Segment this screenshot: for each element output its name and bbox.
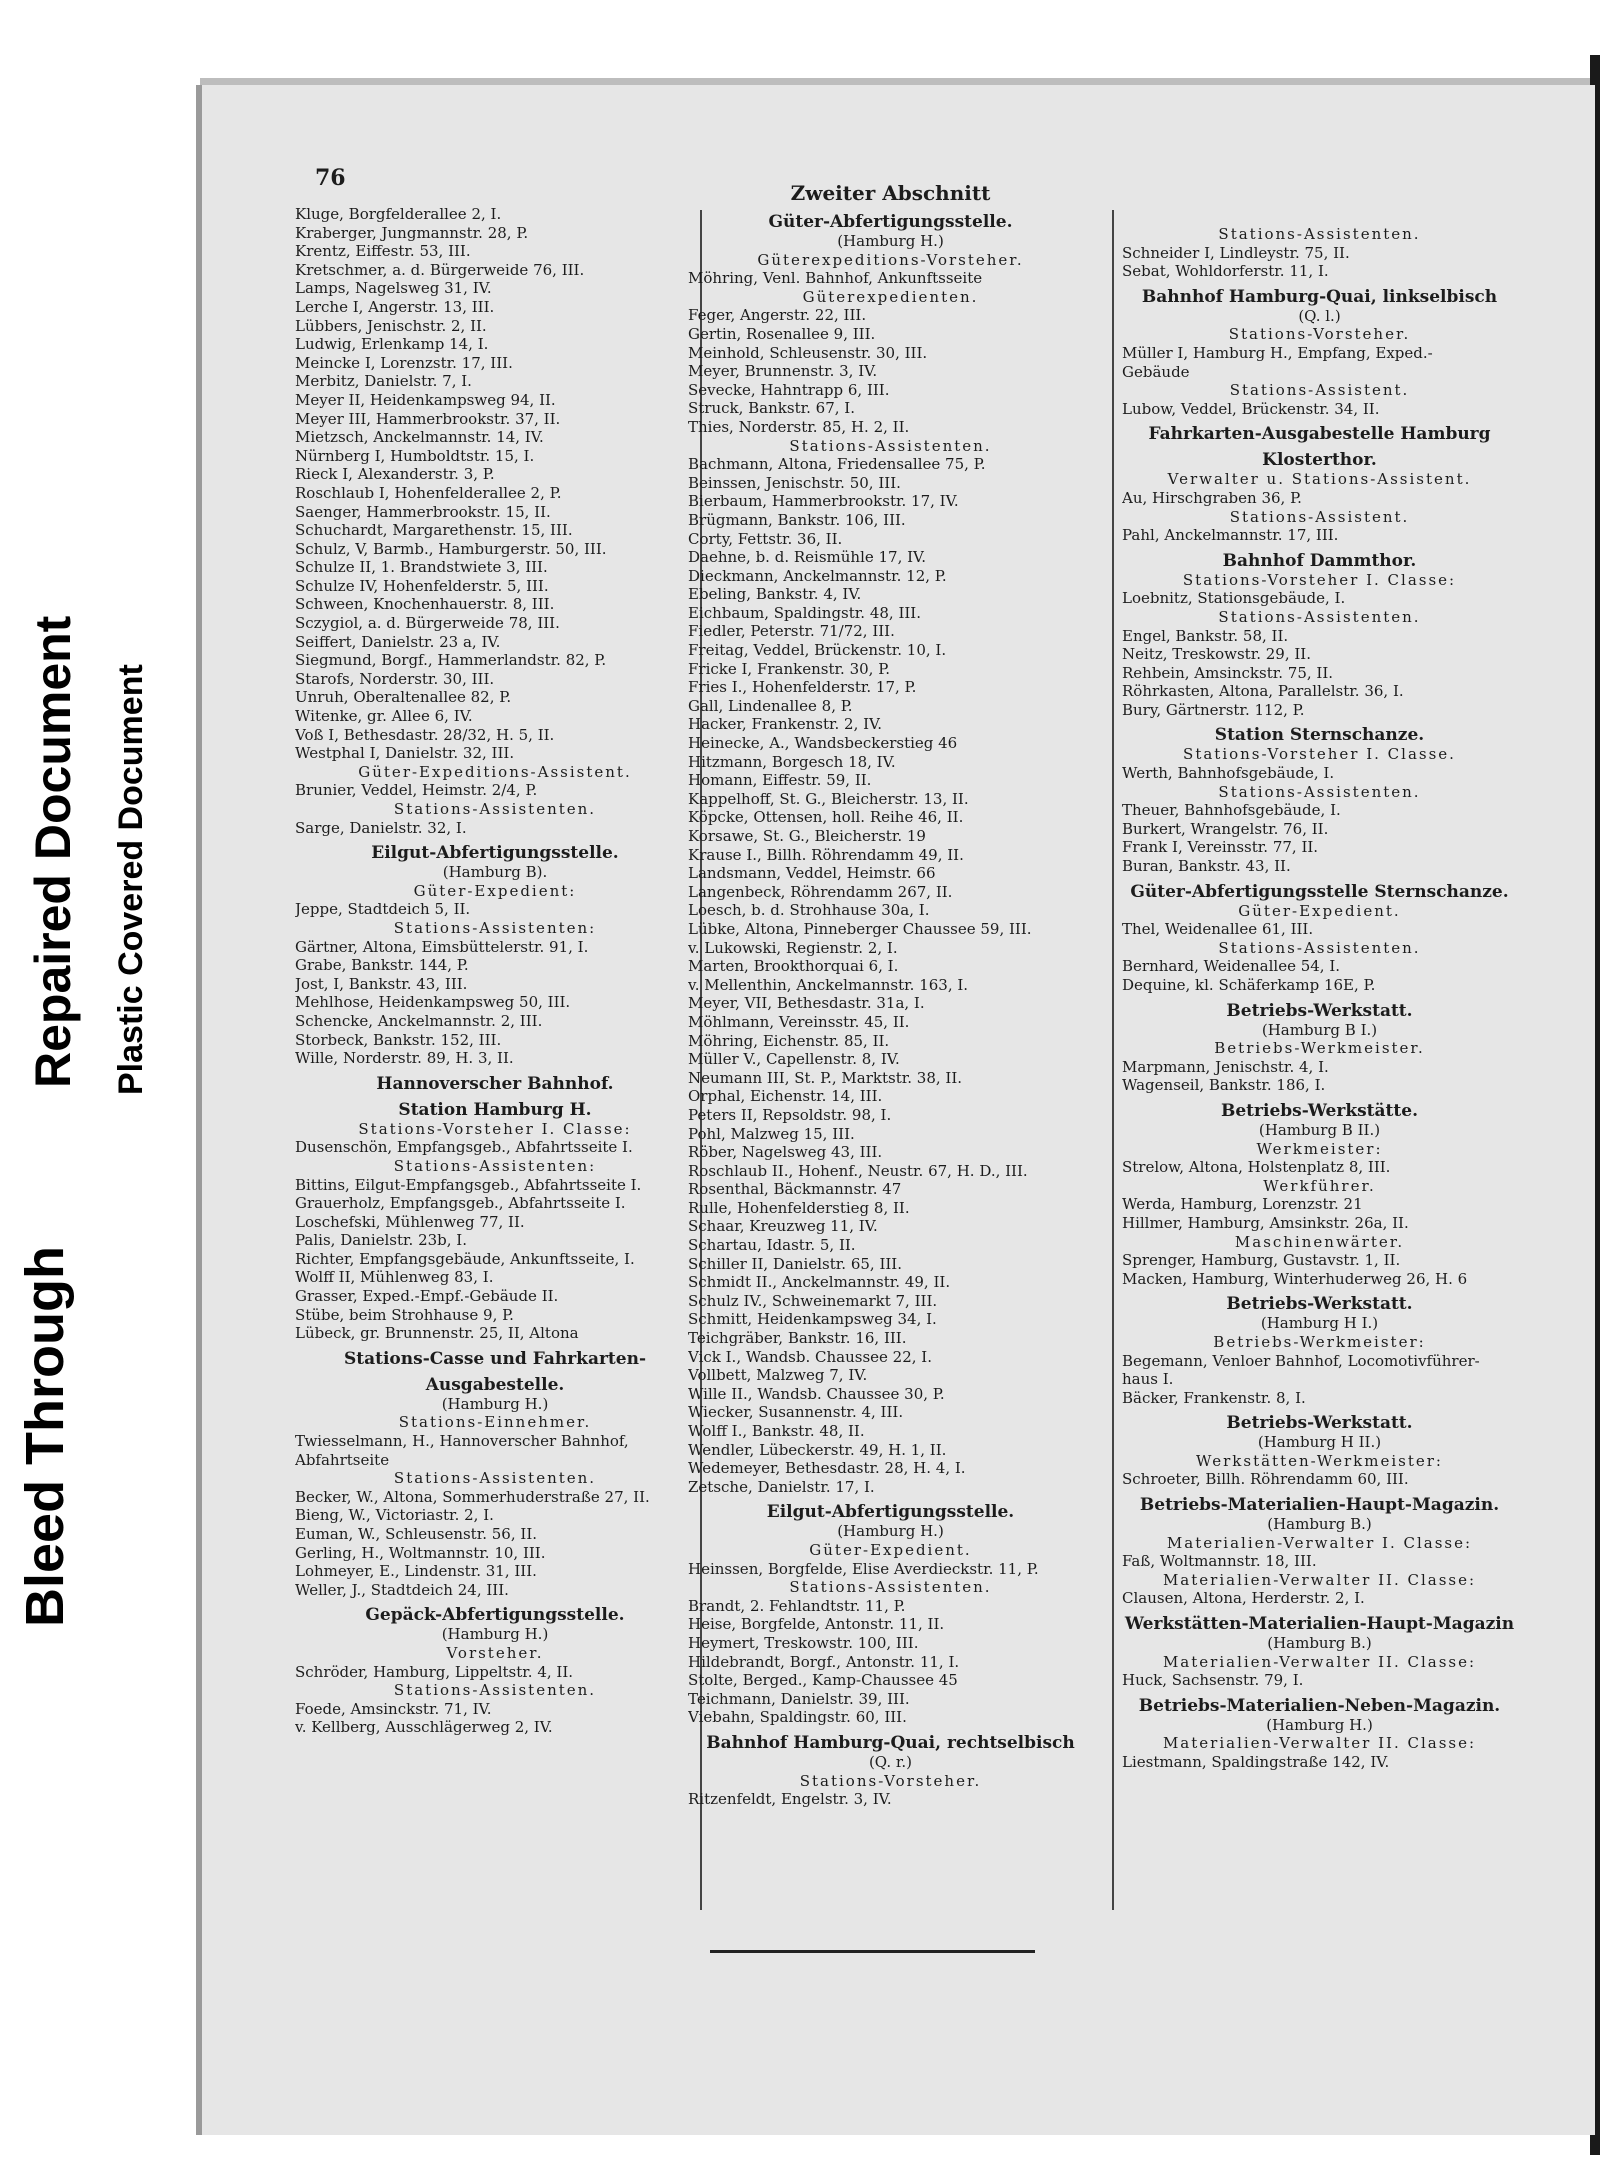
directory-entry: Grauerholz, Empfangsgeb., Abfahrtsseite I. xyxy=(295,1194,626,1213)
page-number: 76 xyxy=(315,165,346,191)
role-title: Werkführer. xyxy=(1263,1176,1376,1195)
directory-entry: Werda, Hamburg, Lorenzstr. 21 xyxy=(1122,1195,1363,1214)
directory-entry: Schneider I, Lindleystr. 75, II. xyxy=(1122,243,1350,262)
directory-entry: Roschlaub I, Hohenfelderallee 2, P. xyxy=(295,483,562,502)
section-subtitle: (Hamburg H.) xyxy=(837,1522,944,1541)
directory-entry: Hitzmann, Borgesch 18, IV. xyxy=(688,752,896,771)
section-heading: Betriebs-Materialien-Neben-Magazin. xyxy=(1138,1695,1501,1716)
directory-entry: Schulze IV, Hohenfelderstr. 5, III. xyxy=(295,576,549,595)
directory-entry: Rieck I, Alexanderstr. 3, P. xyxy=(295,465,495,484)
directory-entry: Lübeck, gr. Brunnenstr. 25, II, Altona xyxy=(295,1324,579,1343)
end-rule xyxy=(710,1950,1035,1953)
directory-entry: Brügmann, Bankstr. 106, III. xyxy=(688,510,906,529)
directory-entry: Ritzenfeldt, Engelstr. 3, IV. xyxy=(688,1790,892,1809)
directory-entry: v. Lukowski, Regienstr. 2, I. xyxy=(688,938,898,957)
bleed-through-label: Bleed Through xyxy=(15,1246,75,1627)
role-title: Stations-Assistent. xyxy=(1229,507,1410,526)
role-title: Vorsteher. xyxy=(446,1643,544,1662)
directory-entry: Storbeck, Bankstr. 152, III. xyxy=(295,1030,502,1049)
directory-entry: Pahl, Anckelmannstr. 17, III. xyxy=(1122,526,1339,545)
role-title: Güterexpeditions-Vorsteher. xyxy=(757,250,1024,269)
directory-entry: Dusenschön, Empfangsgeb., Abfahrtsseite I. xyxy=(295,1138,633,1157)
directory-entry: Wille, Norderstr. 89, H. 3, II. xyxy=(295,1049,514,1068)
role-title: Stations-Assistenten. xyxy=(393,1469,597,1488)
directory-entry: Heinecke, A., Wandsbeckerstieg 46 xyxy=(688,734,958,753)
directory-entry: Schaar, Kreuzweg 11, IV. xyxy=(688,1217,878,1236)
directory-entry: Burkert, Wrangelstr. 76, II. xyxy=(1122,819,1329,838)
section-heading: Werkstätten-Materialien-Haupt-Magazin xyxy=(1124,1614,1515,1635)
directory-entry: Voß I, Bethesdastr. 28/32, H. 5, II. xyxy=(295,725,555,744)
directory-entry: Brunier, Veddel, Heimstr. 2/4, P. xyxy=(295,781,538,800)
section-subtitle: (Hamburg H.) xyxy=(441,1625,549,1644)
directory-entry: Meyer, VII, Bethesdastr. 31a, I. xyxy=(688,994,925,1013)
role-title: Maschinenwärter. xyxy=(1234,1232,1405,1251)
directory-entry: Müller I, Hamburg H., Empfang, Exped.- xyxy=(1122,343,1433,362)
directory-entry: Heise, Borgfelde, Antonstr. 11, II. xyxy=(688,1615,945,1634)
directory-entry: Freitag, Veddel, Brückenstr. 10, I. xyxy=(688,641,947,660)
directory-entry: Röber, Nagelsweg 43, III. xyxy=(688,1143,883,1162)
directory-entry: Sprenger, Hamburg, Gustavstr. 1, II. xyxy=(1122,1251,1401,1270)
directory-entry: Bierbaum, Hammerbrookstr. 17, IV. xyxy=(688,492,959,511)
role-title: Stations-Vorsteher. xyxy=(1228,325,1411,344)
directory-entry: Werth, Bahnhofsgebäude, I. xyxy=(1122,764,1335,783)
role-title: Stations-Assistenten. xyxy=(1218,938,1421,957)
directory-entry: Hildebrandt, Borgf., Antonstr. 11, I. xyxy=(688,1652,960,1671)
directory-entry: Becker, W., Altona, Sommerhuderstraße 27, II. xyxy=(295,1487,650,1506)
directory-entry: Wendler, Lübeckerstr. 49, H. 1, II. xyxy=(688,1440,947,1459)
directory-entry: Gärtner, Altona, Eimsbüttelerstr. 91, I. xyxy=(295,937,589,956)
directory-entry: Corty, Fettstr. 36, II. xyxy=(688,529,843,548)
directory-entry: Fiedler, Peterstr. 71/72, III. xyxy=(688,622,895,641)
section-subtitle: (Hamburg H.) xyxy=(441,1394,549,1413)
role-title: Stations-Vorsteher I. Classe: xyxy=(1182,570,1457,589)
directory-entry: Bieng, W., Victoriastr. 2, I. xyxy=(295,1506,494,1525)
directory-entry: Schroeter, Billh. Röhrendamm 60, III. xyxy=(1122,1470,1409,1489)
directory-entry: Schiller II, Danielstr. 65, III. xyxy=(688,1254,902,1273)
section-heading: Gepäck-Abfertigungsstelle. xyxy=(365,1605,625,1626)
directory-entry: Schmidt II., Anckelmannstr. 49, II. xyxy=(688,1273,951,1292)
directory-entry: Krause I., Billh. Röhrendamm 49, II. xyxy=(688,845,964,864)
directory-entry: Möhring, Eichenstr. 85, II. xyxy=(688,1031,890,1050)
directory-entry: Schuchardt, Margarethenstr. 15, III. xyxy=(295,521,573,540)
directory-entry: Seiffert, Danielstr. 23 a, IV. xyxy=(295,632,501,651)
directory-entry: Lubow, Veddel, Brückenstr. 34, II. xyxy=(1122,399,1380,418)
section-subtitle: (Hamburg B.) xyxy=(1267,1515,1372,1534)
section-heading: Stations-Casse und Fahrkarten- xyxy=(343,1348,647,1369)
directory-entry: Loebnitz, Stationsgebäude, I. xyxy=(1122,589,1346,608)
directory-entry: v. Mellenthin, Anckelmannstr. 163, I. xyxy=(688,975,969,994)
section-heading: Betriebs-Werkstatt. xyxy=(1226,1294,1413,1315)
directory-entry: Schulze II, 1. Brandstwiete 3, III. xyxy=(295,558,548,577)
role-title: Materialien-Verwalter II. Classe: xyxy=(1162,1734,1477,1753)
directory-entry: Saenger, Hammerbrookstr. 15, II. xyxy=(295,502,551,521)
role-title: Werkmeister: xyxy=(1256,1139,1383,1158)
directory-entry: Grasser, Exped.-Empf.-Gebäude II. xyxy=(295,1287,559,1306)
directory-entry: Grabe, Bankstr. 144, P. xyxy=(295,956,469,975)
section-subtitle: (Hamburg H I.) xyxy=(1260,1314,1379,1333)
directory-entry: Roschlaub II., Hohenf., Neustr. 67, H. D., III. xyxy=(688,1161,1028,1180)
role-title: Stations-Assistenten. xyxy=(1218,607,1421,626)
directory-entry: Sevecke, Hahntrapp 6, III. xyxy=(688,380,890,399)
directory-entry: Fries I., Hohenfelderstr. 17, P. xyxy=(688,678,917,697)
directory-entry: Wedemeyer, Bethesdastr. 28, H. 4, I. xyxy=(688,1459,966,1478)
directory-entry: Hacker, Frankenstr. 2, IV. xyxy=(688,715,883,734)
role-title: Stations-Einnehmer. xyxy=(398,1413,592,1432)
directory-entry: Bury, Gärtnerstr. 112, P. xyxy=(1122,700,1305,719)
directory-entry: Jeppe, Stadtdeich 5, II. xyxy=(295,900,471,919)
directory-entry: Strelow, Altona, Holstenplatz 8, III. xyxy=(1122,1158,1391,1177)
directory-entry: Neumann III, St. P., Marktstr. 38, II. xyxy=(688,1068,963,1087)
directory-entry: Wolff I., Bankstr. 48, II. xyxy=(688,1422,865,1440)
directory-entry: Korsawe, St. G., Bleicherstr. 19 xyxy=(688,827,926,845)
directory-entry: Dequine, kl. Schäferkamp 16E, P. xyxy=(1122,976,1376,994)
section-subtitle: (Hamburg H.) xyxy=(837,232,944,250)
directory-entry: Feger, Angerstr. 22, III. xyxy=(688,306,867,325)
directory-entry: Loschefski, Mühlenweg 77, II. xyxy=(295,1212,525,1231)
directory-entry: Kraberger, Jungmannstr. 28, P. xyxy=(295,223,529,242)
directory-entry: Meyer II, Heidenkampsweg 94, II. xyxy=(295,390,556,409)
directory-entry: Frank I, Vereinsstr. 77, II. xyxy=(1122,838,1319,857)
column-left xyxy=(295,205,695,1737)
role-title: Stations-Assistenten: xyxy=(393,918,597,937)
directory-entry: Weller, J., Stadtdeich 24, III. xyxy=(295,1580,509,1599)
directory-entry: Lohmeyer, E., Lindenstr. 31, III. xyxy=(295,1562,537,1581)
directory-entry: Schartau, Idastr. 5, II. xyxy=(688,1236,856,1255)
directory-entry: Meinhold, Schleusenstr. 30, III. xyxy=(688,343,928,362)
directory-entry: Kappelhoff, St. G., Bleicherstr. 13, II. xyxy=(688,789,969,808)
directory-entry: Schween, Knochenhauerstr. 8, III. xyxy=(295,595,555,614)
directory-entry: Engel, Bankstr. 58, II. xyxy=(1122,626,1289,645)
section-heading: Betriebs-Materialien-Haupt-Magazin. xyxy=(1139,1495,1500,1516)
directory-entry: Pohl, Malzweg 15, III. xyxy=(688,1124,855,1143)
directory-entry: Rosenthal, Bäckmannstr. 47 xyxy=(688,1180,902,1199)
directory-entry: Fricke I, Frankenstr. 30, P. xyxy=(688,659,891,678)
section-heading: Station Sternschanze. xyxy=(1214,725,1425,746)
directory-entry: Bäcker, Frankenstr. 8, I. xyxy=(1122,1388,1306,1407)
section-heading: Station Hamburg H. xyxy=(398,1099,592,1120)
directory-entry: Bittins, Eilgut-Empfangsgeb., Abfahrtsseite I. xyxy=(295,1175,642,1194)
directory-entry: Loesch, b. d. Strohhause 30a, I. xyxy=(688,901,930,920)
directory-entry: Mehlhose, Heidenkampsweg 50, III. xyxy=(295,993,571,1012)
role-title: Güterexpedienten. xyxy=(802,287,979,306)
section-heading: Betriebs-Werkstatt. xyxy=(1226,1000,1413,1021)
section-heading: Bahnhof Hamburg-Quai, linkselbisch xyxy=(1141,286,1498,307)
directory-entry: Wille II., Wandsb. Chaussee 30, P. xyxy=(688,1384,945,1403)
section-subtitle: (Hamburg B.) xyxy=(1267,1634,1372,1653)
directory-entry: Merbitz, Danielstr. 7, I. xyxy=(295,372,472,391)
role-title: Betriebs-Werkmeister: xyxy=(1213,1332,1426,1351)
directory-entry: Thies, Norderstr. 85, H. 2, II. xyxy=(688,417,910,436)
directory-entry: Euman, W., Schleusenstr. 56, II. xyxy=(295,1525,538,1543)
section-subtitle: (Hamburg H.) xyxy=(1266,1715,1373,1734)
role-title: Stations-Assistenten. xyxy=(789,1578,992,1597)
column-right xyxy=(1122,225,1517,1772)
directory-entry: Meyer, Brunnenstr. 3, IV. xyxy=(688,362,878,381)
section-subtitle: (Hamburg H II.) xyxy=(1257,1433,1382,1452)
directory-entry: Peters II, Repsoldstr. 98, I. xyxy=(688,1105,892,1124)
directory-entry: Palis, Danielstr. 23b, I. xyxy=(295,1231,467,1250)
section-heading: Eilgut-Abfertigungsstelle. xyxy=(766,1502,1015,1523)
directory-entry: Foede, Amsinckstr. 71, IV. xyxy=(295,1699,492,1718)
directory-entry: Lübbers, Jenischstr. 2, II. xyxy=(295,316,487,335)
directory-entry: Abfahrtseite xyxy=(295,1450,390,1469)
directory-entry: Müller V., Capellenstr. 8, IV. xyxy=(688,1050,900,1069)
directory-entry: Brandt, 2. Fehlandtstr. 11, P. xyxy=(688,1596,906,1615)
directory-entry: Westphal I, Danielstr. 32, III. xyxy=(295,744,515,763)
column-middle xyxy=(688,180,1093,1809)
directory-entry: Vick I., Wandsb. Chaussee 22, I. xyxy=(688,1347,932,1366)
directory-entry: Heinssen, Borgfelde, Elise Averdieckstr. 11, P. xyxy=(688,1559,1039,1578)
directory-entry: Langenbeck, Röhrendamm 267, II. xyxy=(688,882,953,901)
repaired-document-label: Repaired Document xyxy=(25,615,81,1088)
section-heading: Ausgabestelle. xyxy=(425,1374,565,1395)
directory-entry: Dieckmann, Anckelmannstr. 12, P. xyxy=(688,566,947,585)
directory-entry: Möhring, Venl. Bahnhof, Ankunftsseite xyxy=(688,269,983,288)
directory-entry: Homann, Eiffestr. 59, II. xyxy=(688,771,872,790)
directory-entry: Wiecker, Susannenstr. 4, III. xyxy=(688,1403,904,1422)
directory-entry: Schulz IV., Schweinemarkt 7, III. xyxy=(688,1291,938,1310)
role-title: Stations-Assistenten. xyxy=(1218,782,1421,801)
directory-entry: Nürnberg I, Humboldtstr. 15, I. xyxy=(295,446,535,465)
section-heading: Güter-Abfertigungsstelle Sternschanze. xyxy=(1130,881,1509,902)
directory-entry: Schröder, Hamburg, Lippeltstr. 4, II. xyxy=(295,1662,574,1681)
directory-entry: Kluge, Borgfelderallee 2, I. xyxy=(295,205,502,223)
role-title: Güter-Expedient. xyxy=(1238,901,1401,920)
directory-entry: Starofs, Norderstr. 30, III. xyxy=(295,669,495,688)
plastic-covered-document-label: Plastic Covered Document xyxy=(112,664,150,1095)
directory-entry: Huck, Sachsenstr. 79, I. xyxy=(1122,1671,1304,1690)
role-title: Güter-Expedient: xyxy=(413,881,577,900)
directory-entry: Begemann, Venloer Bahnhof, Locomotivführer- xyxy=(1122,1351,1480,1370)
directory-entry: v. Kellberg, Ausschlägerweg 2, IV. xyxy=(295,1718,553,1737)
section-subtitle: (Hamburg B II.) xyxy=(1258,1120,1381,1139)
section-subtitle: (Q. l.) xyxy=(1298,306,1341,325)
directory-entry: Unruh, Oberaltenallee 82, P. xyxy=(295,688,512,707)
role-title: Güter-Expeditions-Assistent. xyxy=(358,762,632,781)
role-title: Stations-Vorsteher I. Classe. xyxy=(1183,745,1456,764)
directory-entry: Gall, Lindenallee 8, P. xyxy=(688,696,853,715)
role-title: Stations-Assistent. xyxy=(1229,381,1410,400)
directory-entry: Schencke, Anckelmannstr. 2, III. xyxy=(295,1011,543,1030)
role-title: Werkstätten-Werkmeister: xyxy=(1196,1451,1443,1470)
directory-entry: Orphal, Eichenstr. 14, III. xyxy=(688,1087,883,1106)
directory-entry: Bachmann, Altona, Friedensallee 75, P. xyxy=(688,455,986,474)
directory-entry: Struck, Bankstr. 67, I. xyxy=(688,399,855,418)
directory-entry: Schulz, V, Barmb., Hamburgerstr. 50, III. xyxy=(295,539,607,558)
directory-entry: Wolff II, Mühlenweg 83, I. xyxy=(295,1268,494,1287)
role-title: Stations-Assistenten. xyxy=(789,436,992,455)
directory-entry: Landsmann, Veddel, Heimstr. 66 xyxy=(688,864,936,883)
section-heading: Fahrkarten-Ausgabestelle Hamburg xyxy=(1148,424,1491,445)
role-title: Materialien-Verwalter II. Classe: xyxy=(1162,1652,1477,1671)
directory-entry: Ludwig, Erlenkamp 14, I. xyxy=(295,335,489,354)
directory-entry: Kretschmer, a. d. Bürgerweide 76, III. xyxy=(295,260,585,279)
directory-entry: Möhlmann, Vereinsstr. 45, II. xyxy=(688,1012,910,1031)
directory-entry: Lerche I, Angerstr. 13, III. xyxy=(295,297,495,316)
directory-entry: Meincke I, Lorenzstr. 17, III. xyxy=(295,353,513,372)
section-heading: Klosterthor. xyxy=(1262,450,1377,471)
directory-entry: Wagenseil, Bankstr. 186, I. xyxy=(1122,1076,1326,1095)
directory-entry: Siegmund, Borgf., Hammerlandstr. 82, P. xyxy=(295,651,607,670)
column-divider-right xyxy=(1112,210,1114,1910)
directory-entry: Stolte, Berged., Kamp-Chaussee 45 xyxy=(688,1671,958,1690)
directory-entry: Sczygiol, a. d. Bürgerweide 78, III. xyxy=(295,614,560,633)
chapter-title: Zweiter Abschnitt xyxy=(790,181,991,205)
directory-entry: Macken, Hamburg, Winterhuderweg 26, H. 6 xyxy=(1122,1269,1468,1288)
role-title: Stations-Vorsteher I. Classe: xyxy=(358,1119,632,1138)
directory-entry: Eichbaum, Spaldingstr. 48, III. xyxy=(688,603,922,622)
directory-entry: Meyer III, Hammerbrookstr. 37, II. xyxy=(295,409,561,428)
directory-entry: Rulle, Hohenfelderstieg 8, II. xyxy=(688,1198,910,1217)
role-title: Materialien-Verwalter II. Classe: xyxy=(1162,1570,1477,1589)
section-heading: Betriebs-Werkstätte. xyxy=(1221,1100,1418,1121)
role-title: Güter-Expedient. xyxy=(809,1540,972,1559)
directory-entry: Sebat, Wohldorferstr. 11, I. xyxy=(1122,262,1329,281)
directory-entry: Clausen, Altona, Herderstr. 2, I. xyxy=(1122,1589,1365,1608)
section-subtitle: (Q. r.) xyxy=(868,1752,913,1771)
directory-entry: Bernhard, Weidenallee 54, I. xyxy=(1122,957,1341,976)
directory-entry: Richter, Empfangsgebäude, Ankunftsseite, I. xyxy=(295,1249,635,1268)
section-heading: Hannoverscher Bahnhof. xyxy=(376,1073,614,1094)
directory-entry: Teichgräber, Bankstr. 16, III. xyxy=(688,1329,907,1348)
directory-entry: Thel, Weidenallee 61, III. xyxy=(1122,920,1314,939)
directory-entry: Stübe, beim Strohhause 9, P. xyxy=(295,1305,514,1324)
directory-entry: Witenke, gr. Allee 6, IV. xyxy=(295,707,473,726)
role-title: Betriebs-Werkmeister. xyxy=(1214,1039,1425,1058)
role-title: Stations-Vorsteher. xyxy=(799,1771,982,1790)
directory-entry: Neitz, Treskowstr. 29, II. xyxy=(1122,645,1312,664)
directory-entry: Rehbein, Amsinckstr. 75, II. xyxy=(1122,663,1334,682)
directory-entry: Krentz, Eiffestr. 53, III. xyxy=(295,242,471,261)
role-title: Stations-Assistenten. xyxy=(1218,225,1421,243)
role-title: Verwalter u. Stations-Assistent. xyxy=(1167,470,1472,489)
page-edge-left xyxy=(196,85,202,2135)
section-subtitle: (Hamburg B I.) xyxy=(1261,1020,1378,1039)
directory-entry: Theuer, Bahnhofsgebäude, I. xyxy=(1122,801,1341,820)
directory-entry: Köpcke, Ottensen, holl. Reihe 46, II. xyxy=(688,808,964,827)
section-subtitle: (Hamburg B). xyxy=(442,863,548,882)
directory-entry: Lamps, Nagelsweg 31, IV. xyxy=(295,279,492,298)
section-heading: Eilgut-Abfertigungsstelle. xyxy=(371,843,619,864)
directory-entry: Röhrkasten, Altona, Parallelstr. 36, I. xyxy=(1122,682,1404,701)
role-title: Stations-Assistenten. xyxy=(393,800,597,818)
directory-entry: Gertin, Rosenallee 9, III. xyxy=(688,324,876,343)
directory-entry: haus I. xyxy=(1122,1370,1174,1389)
directory-entry: Daehne, b. d. Reismühle 17, IV. xyxy=(688,548,927,567)
directory-entry: Vollbett, Malzweg 7, IV. xyxy=(688,1366,868,1385)
directory-entry: Au, Hirschgraben 36, P. xyxy=(1122,488,1302,507)
directory-entry: Faß, Woltmannstr. 18, III. xyxy=(1122,1552,1317,1571)
directory-entry: Beinssen, Jenischstr. 50, III. xyxy=(688,473,901,492)
section-heading: Bahnhof Dammthor. xyxy=(1222,550,1417,571)
directory-entry: Sarge, Danielstr. 32, I. xyxy=(295,818,467,837)
directory-entry: Marpmann, Jenischstr. 4, I. xyxy=(1122,1057,1329,1076)
directory-entry: Ebeling, Bankstr. 4, IV. xyxy=(688,585,862,604)
section-heading: Güter-Abfertigungsstelle. xyxy=(768,212,1013,232)
directory-entry: Twiesselmann, H., Hannoverscher Bahnhof, xyxy=(295,1432,629,1451)
directory-entry: Buran, Bankstr. 43, II. xyxy=(1122,857,1291,876)
directory-entry: Zetsche, Danielstr. 17, I. xyxy=(688,1477,875,1496)
section-heading: Bahnhof Hamburg-Quai, rechtselbisch xyxy=(706,1732,1075,1753)
directory-entry: Schmitt, Heidenkampsweg 34, I. xyxy=(688,1310,937,1329)
role-title: Materialien-Verwalter I. Classe: xyxy=(1166,1533,1473,1552)
directory-entry: Heymert, Treskowstr. 100, III. xyxy=(688,1633,919,1652)
directory-entry: Gebäude xyxy=(1122,362,1190,381)
directory-entry: Gerling, H., Woltmannstr. 10, III. xyxy=(295,1543,546,1562)
role-title: Stations-Assistenten. xyxy=(393,1681,597,1700)
directory-entry: Jost, I, Bankstr. 43, III. xyxy=(295,974,468,993)
directory-entry: Teichmann, Danielstr. 39, III. xyxy=(688,1689,910,1708)
directory-entry: Mietzsch, Anckelmannstr. 14, IV. xyxy=(295,428,544,447)
directory-entry: Lübke, Altona, Pinneberger Chaussee 59, III. xyxy=(688,919,1032,938)
directory-entry: Marten, Brookthorquai 6, I. xyxy=(688,957,899,976)
directory-entry: Liestmann, Spaldingstraße 142, IV. xyxy=(1122,1753,1390,1771)
role-title: Stations-Assistenten: xyxy=(393,1156,597,1175)
directory-entry: Hillmer, Hamburg, Amsinkstr. 26a, II. xyxy=(1122,1213,1409,1232)
directory-entry: Viebahn, Spaldingstr. 60, III. xyxy=(688,1708,907,1727)
section-heading: Betriebs-Werkstatt. xyxy=(1226,1413,1413,1434)
